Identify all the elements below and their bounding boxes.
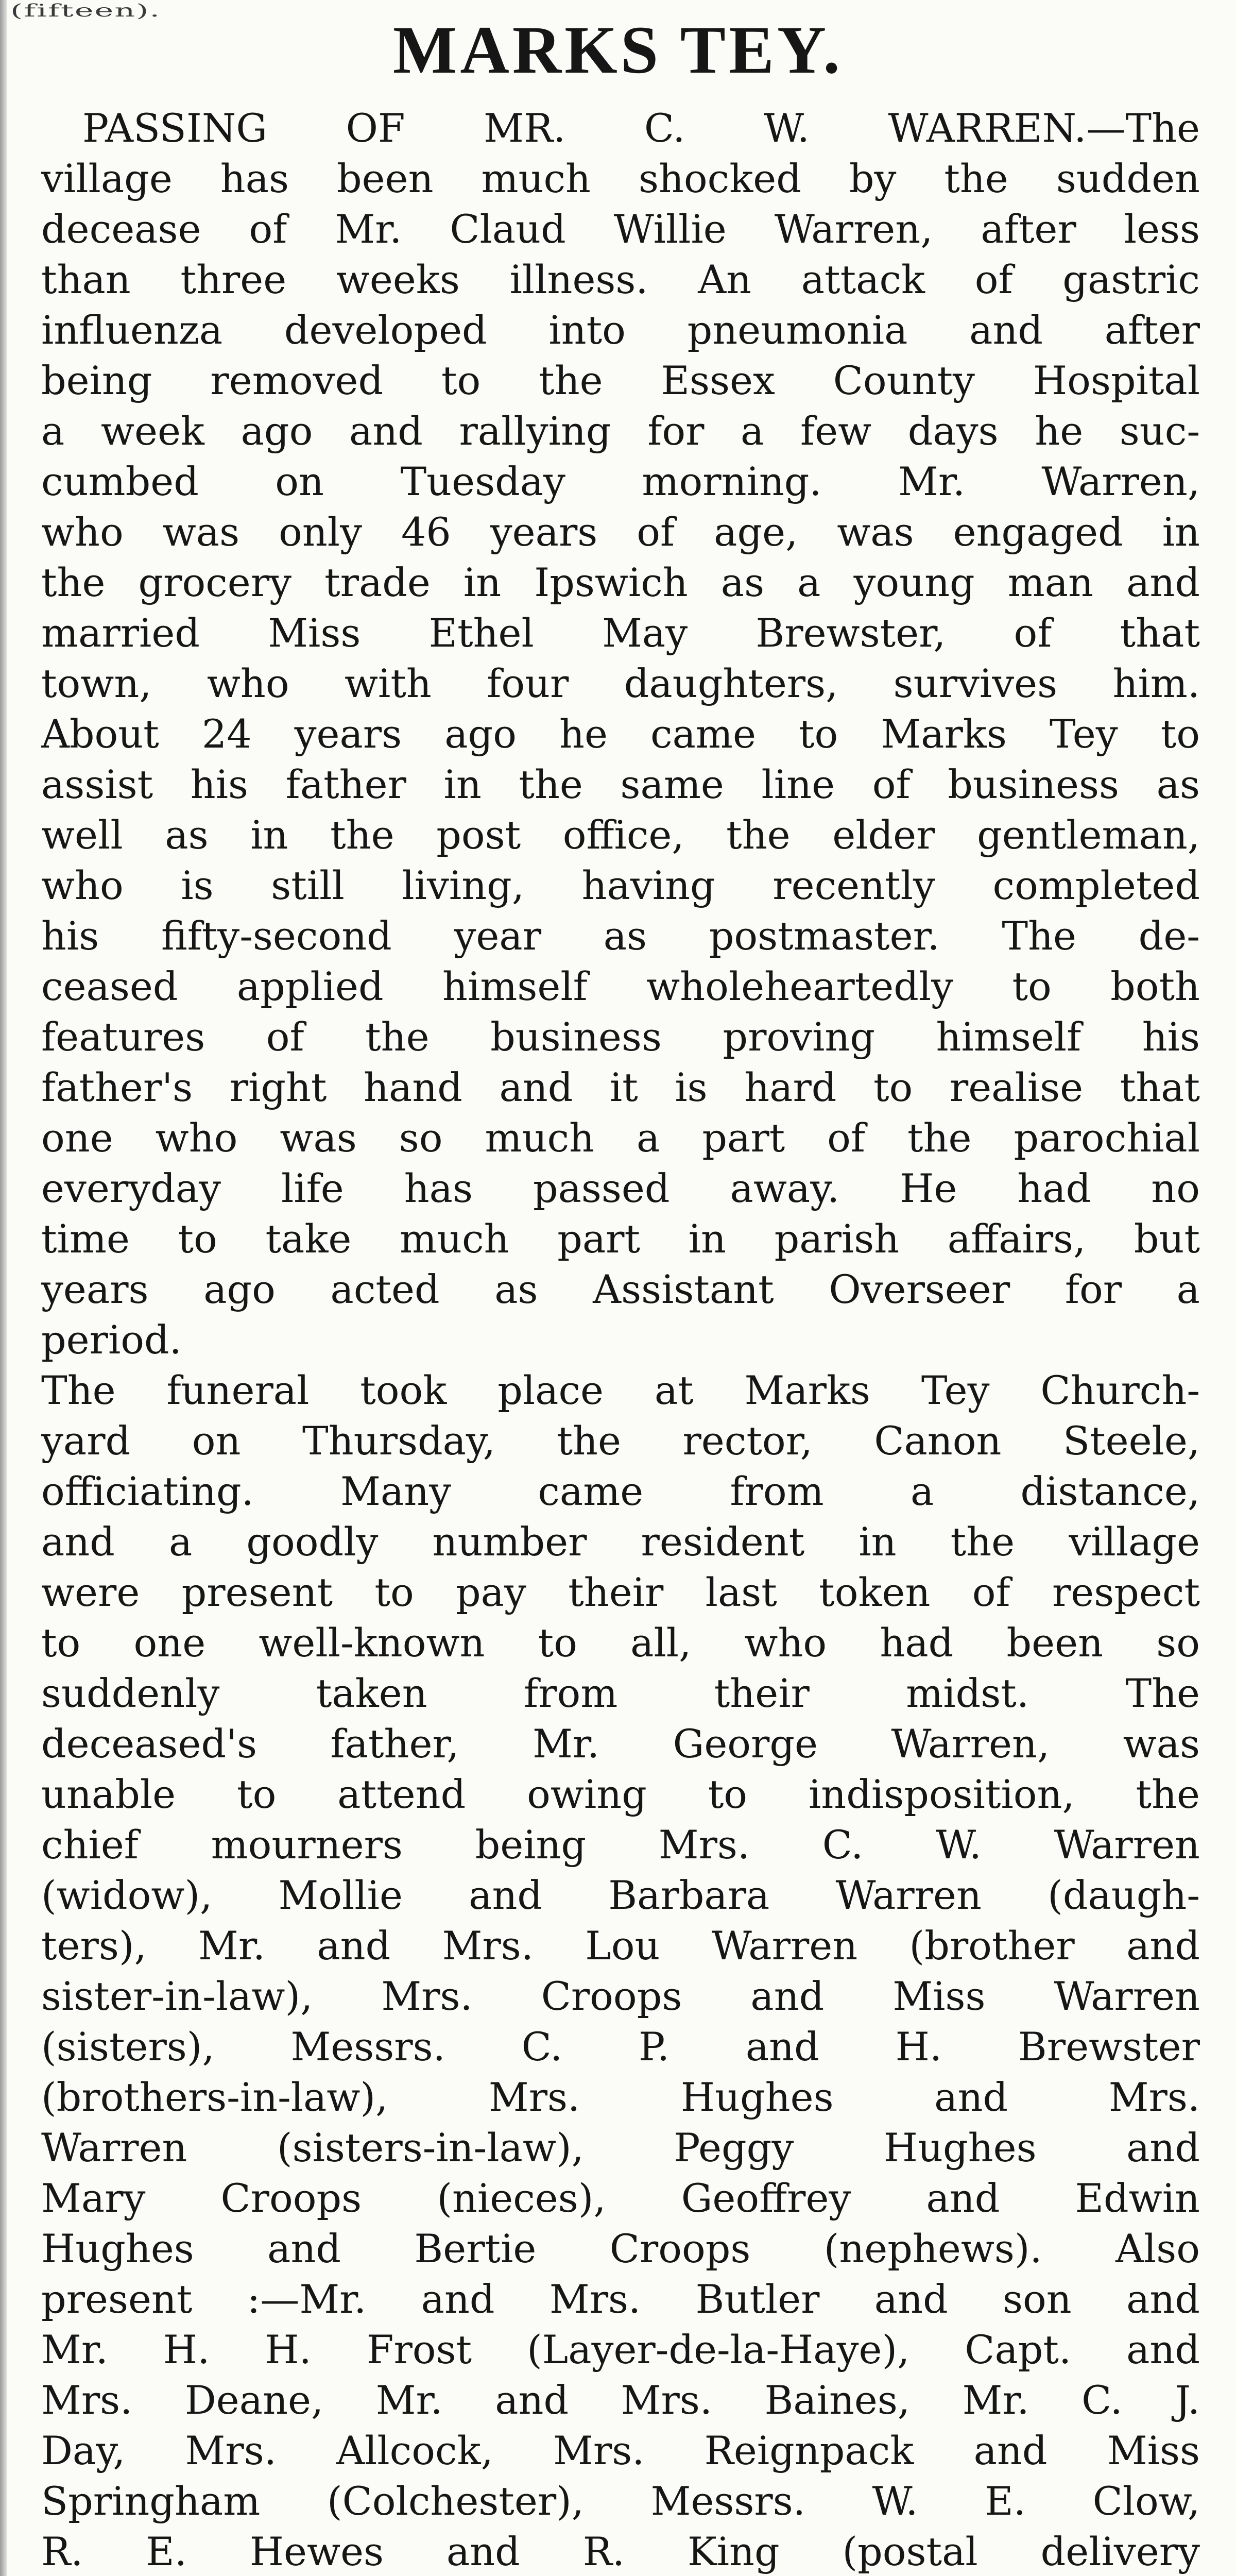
text-line: years ago acted as Assistant Overseer for a	[41, 1266, 1200, 1312]
text-line: being removed to the Essex County Hospital	[41, 358, 1200, 403]
text-line: well as in the post office, the elder gentleman,	[41, 812, 1200, 858]
text-line: than three weeks illness. An attack of gastric	[41, 257, 1200, 302]
text-line: assist his father in the same line of business as	[41, 761, 1200, 807]
text-line: cumbed on Tuesday morning. Mr. Warren,	[41, 459, 1200, 504]
text-line: Springham (Colchester), Messrs. W. E. Clow,	[41, 2478, 1200, 2524]
text-line: officiating. Many came from a distance,	[41, 1468, 1200, 1514]
text-line: one who was so much a part of the parochial	[41, 1115, 1200, 1161]
text-line: Mary Croops (nieces), Geoffrey and Edwin	[41, 2175, 1200, 2221]
text-line: features of the business proving himself his	[41, 1014, 1200, 1060]
text-line: The funeral took place at Marks Tey Church-	[41, 1367, 1200, 1413]
text-line: his fifty-second year as postmaster. The de-	[41, 913, 1200, 959]
text-line: to one well-known to all, who had been so	[41, 1620, 1200, 1666]
text-line: chief mourners being Mrs. C. W. Warren	[41, 1822, 1200, 1868]
text-line: town, who with four daughters, survives him.	[41, 660, 1200, 706]
page-title: MARKS TEY.	[392, 12, 844, 88]
text-line: suddenly taken from their midst. The	[41, 1670, 1200, 1716]
text-line: and a goodly number resident in the village	[41, 1519, 1200, 1565]
text-line: unable to attend owing to indisposition, the	[41, 1771, 1200, 1817]
text-line: time to take much part in parish affairs, but	[41, 1216, 1200, 1262]
text-line: deceased's father, Mr. George Warren, was	[41, 1721, 1200, 1767]
text-line: father's right hand and it is hard to realise that	[41, 1064, 1200, 1110]
text-line: decease of Mr. Claud Willie Warren, after less	[41, 206, 1200, 252]
text-line: sister-in-law), Mrs. Croops and Miss Warren	[41, 1973, 1200, 2019]
text-line: married Miss Ethel May Brewster, of that	[41, 610, 1200, 656]
text-line: present :—Mr. and Mrs. Butler and son and	[41, 2276, 1200, 2322]
text-line: About 24 years ago he came to Marks Tey to	[41, 711, 1200, 757]
text-line: Warren (sisters-in-law), Peggy Hughes and	[41, 2125, 1200, 2171]
column-rule	[0, 0, 7, 2576]
text-line: were present to pay their last token of respect	[41, 1569, 1200, 1615]
clipped-previous-text: (fifteen).	[10, 0, 161, 21]
article-body	[41, 103, 1200, 2576]
text-line: ters), Mr. and Mrs. Lou Warren (brother and	[41, 1923, 1200, 1969]
text-line: the grocery trade in Ipswich as a young man and	[41, 560, 1200, 605]
text-line: R. E. Hewes and R. King (postal delivery	[41, 2529, 1200, 2574]
text-line: Mr. H. H. Frost (Layer-de-la-Haye), Capt. and	[41, 2327, 1200, 2372]
text-line: ceased applied himself wholeheartedly to both	[41, 963, 1200, 1009]
text-line: (widow), Mollie and Barbara Warren (daugh-	[41, 1872, 1200, 1918]
text-line: who was only 46 years of age, was engaged in	[41, 509, 1200, 555]
text-line: (brothers-in-law), Mrs. Hughes and Mrs.	[41, 2074, 1200, 2120]
text-line: village has been much shocked by the sudden	[41, 156, 1200, 201]
text-line: PASSING OF MR. C. W. WARREN.—The	[82, 105, 1200, 151]
text-line: Day, Mrs. Allcock, Mrs. Reignpack and Miss	[41, 2428, 1200, 2473]
text-line: yard on Thursday, the rector, Canon Steele,	[41, 1418, 1200, 1464]
text-line: period.	[41, 1317, 182, 1363]
text-line: a week ago and rallying for a few days he suc-	[41, 408, 1200, 454]
text-line: Mrs. Deane, Mr. and Mrs. Baines, Mr. C. J.	[41, 2377, 1200, 2423]
text-line: Hughes and Bertie Croops (nephews). Also	[41, 2226, 1200, 2272]
text-line: influenza developed into pneumonia and after	[41, 307, 1200, 353]
text-line: who is still living, having recently completed	[41, 862, 1200, 908]
text-line: everyday life has passed away. He had no	[41, 1165, 1200, 1211]
text-line: (sisters), Messrs. C. P. and H. Brewster	[41, 2024, 1200, 2070]
